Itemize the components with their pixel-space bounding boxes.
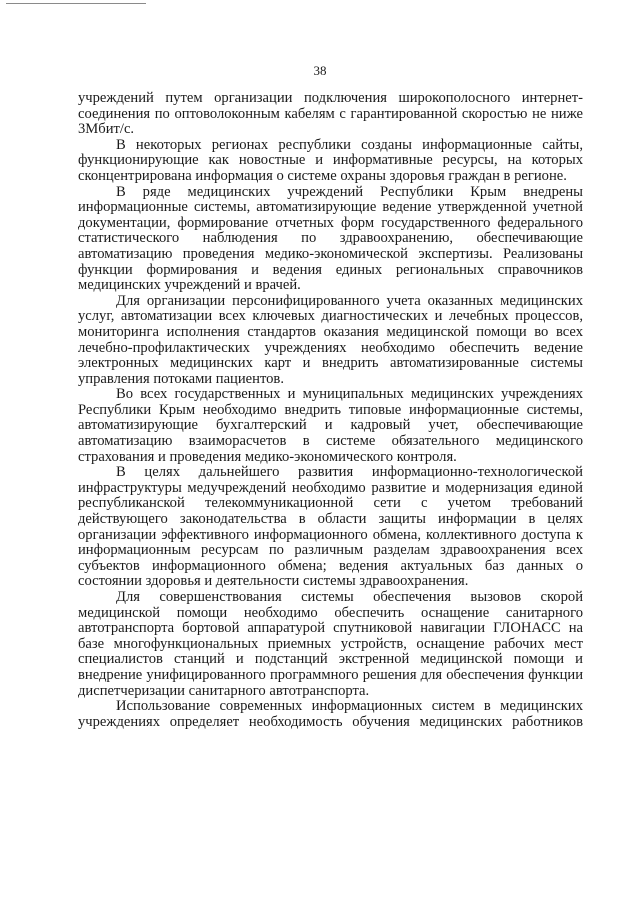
paragraph-infrastructure-development: В целях дальнейшего развития информационно-технологической инфраструктуры медучреждений необходимо развитие и модернизация единой республиканской телекоммуникационной сети с учетом требований действующего законодательства в области защиты информации в целях организации эффективного информационного обмена, коллективного доступа к информационным ресурсам по различным разделам здравоохранения всех субъектов информационного обмена; ведения актуальных баз данных о состоянии здоровья и деятельности системы здравоохранения. xyxy=(78,464,583,590)
page-number: 38 xyxy=(313,63,327,78)
scan-top-edge-line xyxy=(6,3,146,4)
paragraph-information-systems: В ряде медицинских учреждений Республики Крым внедрены информационные системы, автоматизирующие ведение утвержденной учетной документации, формирование отчетных форм государственного федерального статистического наблюдения по здравоохранению, обеспечивающие автоматизацию проведения медико-экономической экспертизы. Реализованы функции формирования и ведения единых региональных справочников медицинских учреждений и врачей. xyxy=(78,183,583,294)
paragraph-ambulance-glonass: Для совершенствования системы обеспечения вызовов скорой медицинской помощи необходимо обеспечить оснащение санитарного автотранспорта бортовой аппаратурой спутниковой навигации ГЛОНАСС на базе многофункциональных приемных устройств, оснащение рабочих мест специалистов станций и подстанций экстренной медицинской помощи и внедрение унифицированного программного решения для обеспечения функции диспетчеризации санитарного автотранспорта. xyxy=(78,589,583,699)
paragraph-personalized-accounting: Для организации персонифицированного учета оказанных медицинских услуг, автоматизации всех ключевых диагностических и лечебных процессов, мониторинга исполнения стандартов оказания медицинской помощи во всех лечебно-профилактических учреждениях необходимо обеспечить ведение электронных медицинских карт и внедрить автоматизированные системы управления потоками пациентов. xyxy=(78,292,583,387)
paragraph-continuation: учреждений путем организации подключения широкополосного интернет-соединения по оптоволоконным кабелям с гарантированной скоростью не ниже 3Мбит/с. xyxy=(78,90,583,138)
paragraph-regional-sites: В некоторых регионах республики созданы информационные сайты, функционирующие как новостные и информативные ресурсы, на которых сконцентрирована информация о системе охраны здоровья граждан в регионе. xyxy=(78,136,583,184)
paragraph-staff-training: Использование современных информационных систем в медицинских учреждениях определяет необходимость обучения медицинских работников xyxy=(78,698,583,730)
document-body xyxy=(78,91,583,730)
paragraph-typical-systems: Во всех государственных и муниципальных медицинских учреждениях Республики Крым необходимо внедрить типовые информационные системы, автоматизирующие бухгалтерский и кадровый учет, обеспечивающие автоматизацию взаиморасчетов в системе обязательного медицинского страхования и проведения медико-экономического контроля. xyxy=(78,386,583,465)
